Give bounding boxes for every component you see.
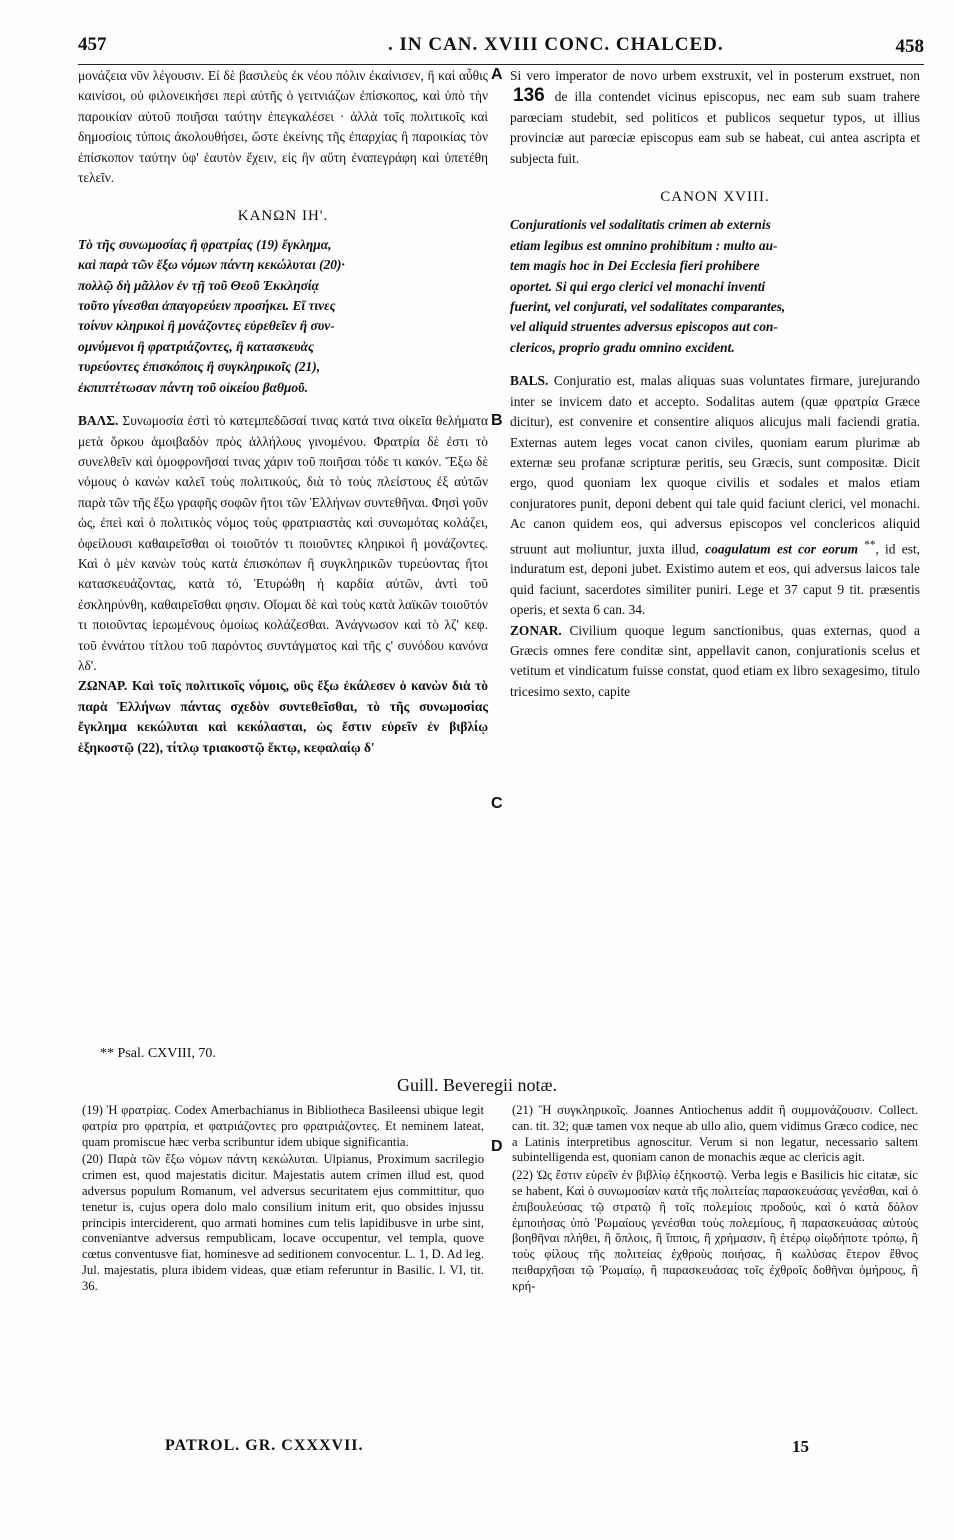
latin-canon-line: vel aliquid struentes adversus episcopos aut con- xyxy=(510,319,778,335)
greek-balsamon-commentary xyxy=(78,411,488,676)
gathering-number: 15 xyxy=(792,1437,809,1456)
greek-canon-text xyxy=(78,235,488,398)
notes-title: Guill. Beveregii notæ. xyxy=(397,1075,557,1095)
latin-balsamon-text-a: Conjuratio est, malas aliquas suas voluntates firmare, jurejurando inter se invicem dato et accepto. Sodalitas autem (quæ φρατρία Græce dicitur), est convenire et consentire aliquos alicujus mali faciendi gratia. Externas autem leges vocat canon civiles, quoniam earum plurimæ ab externæ seu profanæ scripturæ peritis, seu Græcis, sunt compositæ. Dicit ergo, quod quoniam lex quoque civilis et sodales et malos etiam conjuratores punit, deponi debent qui tale quid faciunt clerici, vel monachi. Ac canon quidem eos, qui adversus episcopos vel conclericos aliquid struunt aut moliuntur, juxta illud, xyxy=(510,373,920,556)
page-header xyxy=(78,34,924,65)
note-22: (22) Ὡς ἔστιν εὑρεῖν ἐν βιβλίῳ ἑξηκοστῷ. Verba legis e Basilicis hic citatæ, sic se habent, Καὶ ὁ συνωμοσίαν κατὰ τῆς πολιτείας παρασκευάσας γενέσθαι, καὶ ὁ ἐπιβουλεύσας τῷ στρατῷ ἢ τοῖς πολεμίοις προδούς, καὶ ὁ κατὰ δόλον ἐμποιήσας ὑπὸ Ῥωμαίους γενέσθαι τοὺς πολεμίους, ἢ παρασκευάσας αὐτοὺς βοηθῆναι πλήθει, ἢ ὅπλοις, ἢ ἵπποις, ἢ χρήμασιν, ἢ ἑτέρῳ οἱῳδήποτε τρόπῳ, ἢ τοὺς φίλους τῆς πολιτείας ἐχθροὺς ποιήσας, ἢ κωλύσας ἕτερον ἔθνος πειθαρχῆσαι τῷ Ῥωμαίῳ, ἢ παρασκευάσας τοῖς ἐχθροῖς δοθῆναι ὁμήρους, ἢ κρή- xyxy=(512,1168,918,1293)
margin-marker-b: B xyxy=(491,412,503,429)
running-title: . IN CAN. XVIII CONC. CHALCED. xyxy=(388,34,724,55)
note-20: (20) Παρὰ τῶν ἔξω νόμων πάντη κεκώλυται. Ulpianus, Proximum sacrilegio crimen est, quod majestatis dicitur. Majestatis autem crimen illud est, quod adversus populum Romanum, vel adversus securitatem ejus committitur, quo tenetur is, cujus opera dolo malo consilium initum erit, quo obsides injussu principis interciderent, quo armati homines cum telis lapidibusve in urbe sint, conveniantve adversus rempublicam, locave occupentur, vel templa, quove cœtus conventusve fiat, hominesve ad seditionem convocentur. L. 1, D. Ad leg. Jul. majestatis, plura ibidem videas, quæ etiam referuntur in Basilic. l. VI, tit. 36. xyxy=(82,1152,484,1293)
greek-canon-line: τοῦτο γίνεσθαι ἀπαγορεύειν προσήκει. Εἴ τινες xyxy=(78,298,336,314)
volume-signature: PATROL. GR. CXXXVII. xyxy=(165,1437,364,1454)
footnote-ref: ** xyxy=(864,538,876,551)
margin-marker-c: C xyxy=(491,795,503,812)
latin-zonaras-commentary xyxy=(510,621,920,703)
greek-intro: μονάζεια νῦν λέγουσιν. Εἰ δὲ βασιλεὺς ἐκ νέου πόλιν ἐκαίνισεν, ἢ καὶ αὖθις καινίσοι, οὐ φιλονεικήσει περὶ αὐτῆς ὁ γειτνιάζων ἐπίσκοπος, καὶ ὑπὸ τὴν παροικίαν αὐτοῦ ποιῆσαι ταύτην ἐπεγκαλέσει · ἀλλὰ τοῖς πολιτικοῖς καὶ δημοσίοις τύποις ἀκολουθήσει, ὥστε ἐκείνης τῆς ἐπαρχίας ἢ παροικίας τὸν ἐπίσκοπον ταύτην ὑφ' ἑαυτὸν ἔχειν, εἰς ἣν αὕτη ἐναπεγράφη καὶ ὑπετέθη τελεῖν. xyxy=(78,68,488,186)
latin-zonaras-text: Civilium quoque legum sanctionibus, quas externas, quod a Græcis omnes fere conditæ sint, appellavit canon, conjurationis scelus et vetitum et vindicatum fuisse constat, quod etiam ex libro sexagesimo, titulo tricesimo sexto, capite xyxy=(510,622,920,699)
latin-canon-line: clericos, proprio gradu omnino excident. xyxy=(510,339,735,355)
page-number-left: 457 xyxy=(78,34,107,55)
scripture-footnote: ** Psal. CXVIII, 70. xyxy=(100,1046,216,1061)
margin-marker-a: A xyxy=(491,66,503,83)
latin-balsamon-text-b: , id est, induratum est, deponi jubet. Existimo autem et eos, qui adversus laicos tale quid faciunt, sacerdotes similiter puniri. Lege et 37 caput 9 tit. præsentis operis, et sexta 6 can. 34. xyxy=(510,541,920,618)
latin-canon-text xyxy=(510,215,920,358)
greek-column xyxy=(78,66,488,758)
note-21: (21) Ἢ συγκληρικοῖς. Joannes Antiochenus addit ἢ συμμονάζουσιν. Collect. can. tit. 32; quæ tamen vox neque ab ullo alio, quem vidimus Græco codice, nec a Latinis interpretibus agnoscitur. Verum si non legatur, necessario saltem subintelligenda est, quoniam canon de monachis æque ac clericis agit. xyxy=(512,1103,918,1165)
margin-marker-d: D xyxy=(491,1138,503,1155)
greek-zonaras-label: ΖΩΝΑΡ. xyxy=(78,678,128,694)
latin-balsamon-commentary xyxy=(510,371,920,620)
note-19: (19) Ἡ φρατρίας. Codex Amerbachianus in Bibliotheca Basileensi ubique legit φατρία pro φρατρία, et φατριάζοντες pro φρατριάζοντες. Et neminem lateat, quam promiscue hæc verba scribuntur idem ubique significantia. xyxy=(82,1103,484,1149)
latin-column xyxy=(510,66,920,702)
greek-zonaras-text: Καὶ τοῖς πολιτικοῖς νόμοις, οὓς ἔξω ἐκάλεσεν ὁ κανὼν διὰ τὸ παρὰ Ἑλλήνων πάντας σχεδὸν συντεθεῖσθαι, τὸ τῆς συνωμοσίας ἔγκλημα κεκώλυται καὶ κεκόλασται, ὡς ἔστιν εὑρεῖν ἐν βιβλίῳ ἑξηκοστῷ (22), τίτλῳ τριακοστῷ ἕκτῳ, κεφαλαίῳ δ' xyxy=(78,678,488,755)
greek-canon-line: ομνύμενοι ἢ φρατριάζοντες, ἢ κατασκευὰς xyxy=(78,338,314,354)
latin-intro-a: Si vero imperator de novo urbem exstruxit, vel in posterum exstruet, non xyxy=(510,68,920,83)
latin-zonaras-label: ZONAR. xyxy=(510,622,562,638)
latin-canon-line: tem magis hoc in Dei Ecclesia fieri prohibere xyxy=(510,258,760,274)
greek-canon-line: τοίνυν κληρικοὶ ἢ μονάζοντες εὑρεθεῖεν ἢ συν- xyxy=(78,318,335,334)
latin-canon-line: Conjurationis vel sodalitatis crimen ab externis xyxy=(510,217,771,233)
greek-balsamon-label: ΒΑΛΣ. xyxy=(78,413,119,429)
greek-balsamon-text: Συνωμοσία ἐστὶ τὸ κατεμπεδῶσαί τινας κατά τινα οἰκεῖα θελήματα μετὰ ὅρκου ἀμοιβαδὸν πρὸς ἀλλήλους γινομένου. Φρατρία δὲ ἐστι τὸ συνελθεῖν καὶ ὁμοφρονῆσαί τινας χάριν τοῦ ποιῆσαι τόδε τι κακόν. Ἔξω δὲ νόμους ὁ κανὼν καλεῖ τοὺς πολιτικούς, διὰ τὸ τοὺς πλείστους ἐξ αὐτῶν παρὰ τῶν τῆς ἔξω γραφῆς σοφῶν ἤτοι τῶν Ἑλλήνων συντεθῆναι. Φησὶ γοῦν ὡς, ἐπεὶ καὶ ὁ πολιτικὸς νόμος τοὺς φρατριαστὰς καὶ συνωμότας κολάζει, ὀφείλουσι καθαιρεῖσθαι οἱ τοιοῦτόν τι ποιοῦντες κληρικοὶ ἢ μονάζοντες. Καὶ ὁ μὲν κανὼν τοὺς κατὰ ἐπισκόπων ἢ συγκληρικῶν τυρεύοντας ἤτοι κατασκευάζοντας, κατὰ τό, Ἐτυρώθη ἡ καρδία αὐτῶν, ἀντὶ τοῦ ἐσκληρύνθη, καθαιρεῖσθαι φησιν. Οἴομαι δὲ καὶ τοὺς κατὰ λαϊκῶν τοιοῦτόν τι ποιοῦντας ἱερωμένους ὁμοίως κολάζεσθαι. Ἀνάγνωσον καὶ τὸ λζ' κεφ. τοῦ ἐννάτου τίτλου τοῦ παρόντος συντάγματος καὶ τῆς ς' συνόδου κανόνα λδ'. xyxy=(78,413,488,673)
column-number: 136 xyxy=(513,85,545,107)
latin-balsamon-label: BALS. xyxy=(510,373,549,389)
latin-balsamon-quote: coagulatum est cor eorum xyxy=(705,541,858,556)
greek-canon-line: τυρεύοντες ἐπισκόποις ἢ συγκληρικοῖς (21), xyxy=(78,359,321,375)
notes-left-column xyxy=(82,1103,484,1297)
latin-canon-line: fuerint, vel conjurati, vel sodalitates comparantes, xyxy=(510,299,786,315)
greek-canon-line: ἐκπιπτέτωσαν πάντη τοῦ οἰκείου βαθμοῦ. xyxy=(78,379,308,395)
greek-canon-heading: ΚΑΝΩΝ ΙΗ'. xyxy=(237,208,329,225)
latin-canon-heading: CANON XVIII. xyxy=(660,189,770,206)
notes-right-column xyxy=(512,1103,918,1297)
latin-canon-line: etiam legibus est omnino prohibitum : multo au- xyxy=(510,237,778,253)
latin-intro-b: de illa contendet vicinus episcopus, nec eam sub suam trahere parœciam studebit, sed politicos et publicos sequetur typos, ut illius provinciæ aut parœciæ episcopus eam sub se habeat, cui antea ascripta et subjecta fuit. xyxy=(510,89,920,166)
greek-canon-line: καὶ παρὰ τῶν ἔξω νόμων πάντη κεκώλυται (20)· xyxy=(78,257,345,273)
page-number-right: 458 xyxy=(895,36,924,57)
latin-canon-line: oportet. Si qui ergo clerici vel monachi inventi xyxy=(510,278,766,294)
latin-intro xyxy=(510,66,920,169)
greek-zonaras-commentary xyxy=(78,676,488,758)
greek-canon-line: Τὸ τῆς συνωμοσίας ἢ φρατρίας (19) ἔγκλημα, xyxy=(78,236,332,252)
greek-canon-line: πολλῷ δὴ μᾶλλον ἐν τῇ τοῦ Θεοῦ Ἐκκλησίᾳ xyxy=(78,277,319,293)
